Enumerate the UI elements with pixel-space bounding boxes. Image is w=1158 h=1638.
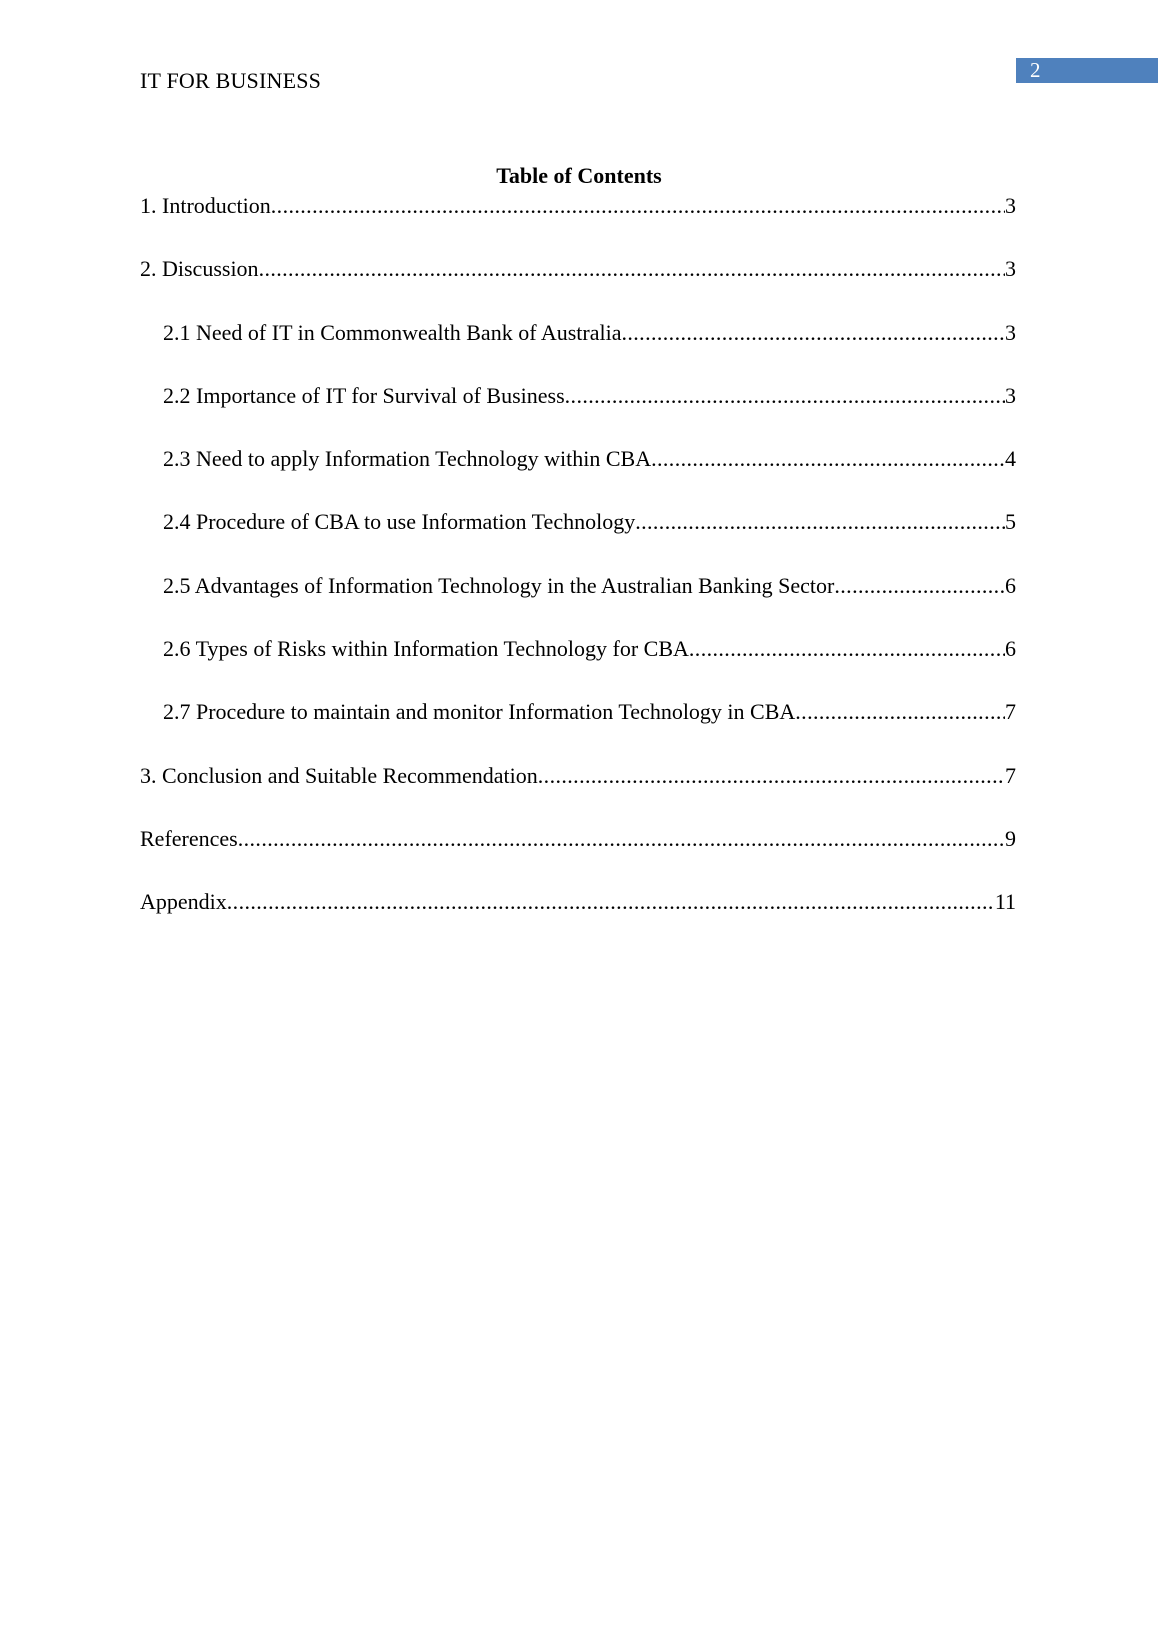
toc-dot-leader: [651, 443, 1005, 475]
toc-entry-text: 2.5 Advantages of Information Technology in the Australian Banking Sector: [163, 572, 835, 598]
toc-entry-text: 3. Conclusion and Suitable Recommendation: [140, 762, 538, 788]
toc-dot-leader: [271, 190, 1005, 222]
toc-entry-page: 3: [1005, 193, 1016, 218]
toc-entry-2-4[interactable]: [140, 506, 1016, 569]
toc-entry-appendix[interactable]: [140, 886, 1016, 949]
toc-entry-text: 2.2 Importance of IT for Survival of Business: [163, 382, 565, 408]
toc-list: [140, 190, 1016, 950]
toc-dot-leader: [259, 253, 1005, 285]
toc-dot-leader: [689, 633, 1005, 665]
toc-entry-text: 1. Introduction: [140, 193, 271, 218]
toc-entry-text: 2.7 Procedure to maintain and monitor Information Technology in CBA: [163, 699, 796, 725]
toc-entry-2-6[interactable]: [140, 633, 1016, 696]
toc-entry-page: 5: [1005, 509, 1016, 535]
toc-entry-page: 11: [994, 889, 1016, 915]
toc-dot-leader: [565, 380, 1005, 412]
toc-entry-page: 7: [1005, 699, 1016, 725]
toc-dot-leader: [538, 760, 1005, 792]
toc-entry-text: Appendix: [140, 889, 227, 915]
toc-dot-leader: [227, 886, 995, 918]
toc-entry-page: 7: [1005, 762, 1016, 788]
toc-entry-discussion[interactable]: [140, 253, 1016, 316]
toc-dot-leader: [635, 506, 1005, 538]
toc-entry-text: 2. Discussion: [140, 256, 259, 282]
toc-entry-text: 2.6 Types of Risks within Information Technology for CBA: [163, 636, 689, 662]
toc-entry-page: 6: [1005, 572, 1016, 598]
toc-entry-page: 6: [1005, 636, 1016, 662]
toc-entry-conclusion[interactable]: [140, 760, 1016, 823]
toc-entry-page: 4: [1005, 446, 1016, 472]
toc-entry-2-1[interactable]: [140, 317, 1016, 380]
toc-entry-2-7[interactable]: [140, 696, 1016, 759]
toc-entry-text: 2.4 Procedure of CBA to use Information Technology: [163, 509, 636, 535]
toc-heading: Table of Contents: [496, 163, 662, 188]
toc-dot-leader: [238, 823, 1005, 855]
toc-entry-2-3[interactable]: [140, 443, 1016, 506]
toc-entry-text: 2.3 Need to apply Information Technology within CBA: [163, 446, 652, 472]
running-header-title: IT FOR BUSINESS: [140, 68, 322, 93]
toc-entry-page: 3: [1005, 319, 1016, 345]
toc-entry-2-5[interactable]: [140, 570, 1016, 633]
toc-entry-text: 2.1 Need of IT in Commonwealth Bank of Australia: [163, 319, 622, 345]
toc-entry-page: 3: [1005, 256, 1016, 282]
toc-entry-references[interactable]: [140, 823, 1016, 886]
page-number-badge: 2: [1016, 58, 1158, 83]
toc-entry-introduction[interactable]: [140, 190, 1016, 253]
toc-entry-text: References: [140, 825, 238, 851]
toc-dot-leader: [795, 696, 1005, 728]
toc-entry-page: 9: [1005, 825, 1016, 851]
toc-dot-leader: [834, 570, 1005, 602]
toc-entry-2-2[interactable]: [140, 380, 1016, 443]
toc-entry-page: 3: [1005, 382, 1016, 408]
toc-dot-leader: [621, 317, 1005, 349]
